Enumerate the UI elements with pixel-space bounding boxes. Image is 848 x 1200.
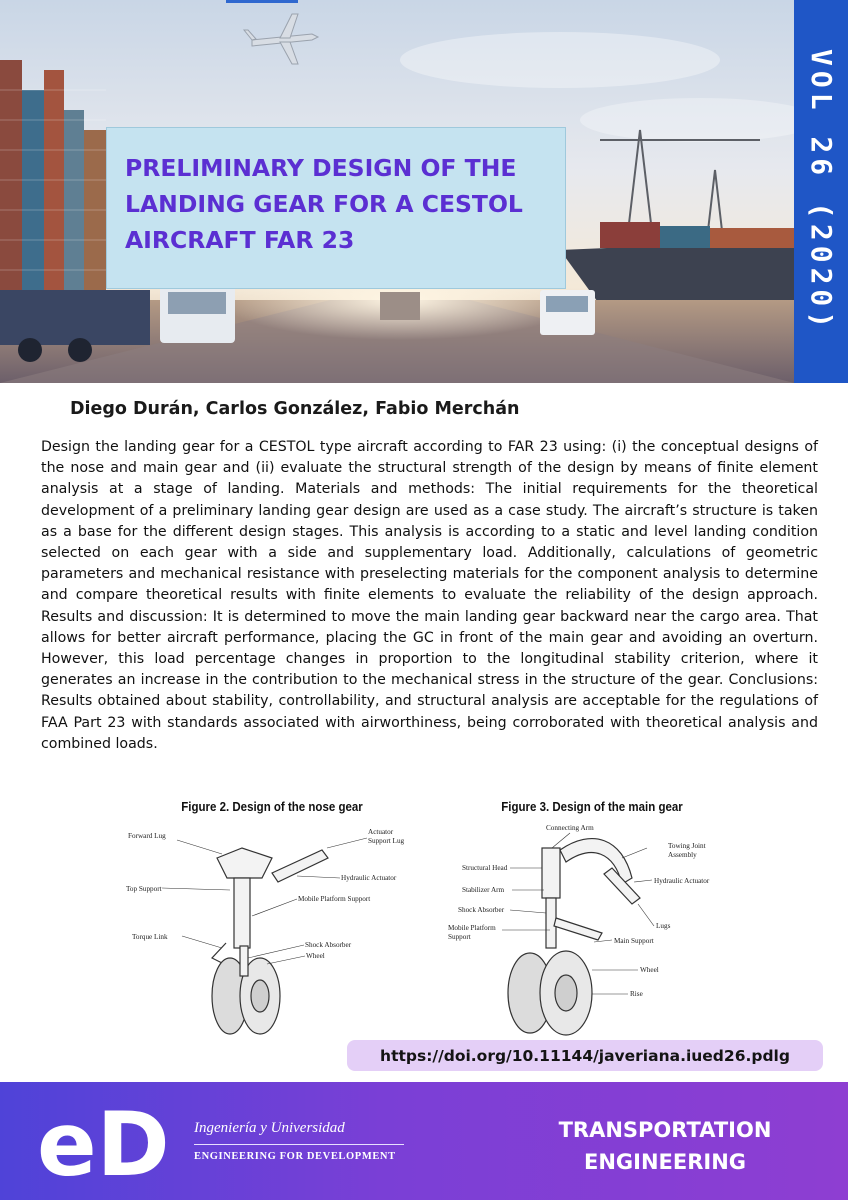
article-title: PRELIMINARY DESIGN OF THE LANDING GEAR FOR A CESTOL AIRCRAFT FAR 23 <box>125 154 523 254</box>
label-mobile-platform-line2: Support <box>448 933 471 941</box>
label-hydraulic-actuator: Hydraulic Actuator <box>341 874 397 882</box>
nose-gear-drawing <box>122 818 422 1036</box>
label-top-support: Top Support <box>126 885 162 893</box>
journal-tagline: ENGINEERING FOR DEVELOPMENT <box>194 1151 396 1162</box>
label-actuator-support-line1: Actuator <box>368 828 394 836</box>
label-actuator-support-line2: Support Lug <box>368 837 405 845</box>
label-forward-lug: Forward Lug <box>128 832 166 840</box>
abstract-text: Design the landing gear for a CESTOL type aircraft according to FAR 23 using: (i) the conceptual designs of the nose and main gear and (ii) evaluate the structural strength of the design by means of finite element analysis at a stage of landing. Materials and methods: The initial requirements for the theoretical development of a preliminary landing gear design are used as a case study. The aircraft’s structure is taken as a base for the different design stages. This analysis is according to a static and level landing condition selected on each gear with a side and supplementary load. Additionally, calculations of geometric parameters and mechanical resistance with preselecting materials for the component analysis to determine and compare theoretical results with finite elements to evaluate the reliability of the design approach. Results and discussion: It is determined to move the main landing gear backward near the cargo area. That allows for better aircraft performance, placing the GC in front of the main gear and avoiding an overturn. However, this load percentage changes in proportion to the longitudinal stability criterion, where it generates an increase in the contribution to the mechanical stress in the structure of the gear. Conclusions: Results obtained about stability, controllability, and structural analysis are acceptable for the regulations of FAA Part 23 with standards associated with airworthiness, being corroborated with theoretical analysis and combined loads. <box>41 439 818 752</box>
journal-logo-icon <box>33 1095 183 1187</box>
figure-main-gear <box>442 800 742 1036</box>
figure-caption: Figure 3. Design of the main gear <box>501 800 683 814</box>
logo-text: eD <box>37 1095 170 1187</box>
label-main-support: Main Support <box>614 937 654 945</box>
label-shock-absorber: Shock Absorber <box>458 906 505 914</box>
hero-accent-bar <box>226 0 298 3</box>
section-name: TRANSPORTATION ENGINEERING <box>558 1118 772 1174</box>
volume-tab <box>794 0 848 383</box>
journal-name: Ingeniería y Universidad <box>194 1120 345 1136</box>
label-stabilizer-arm: Stabilizer Arm <box>462 886 505 894</box>
footer-banner <box>0 1082 848 1200</box>
brand-divider <box>194 1144 404 1145</box>
label-structural-head: Structural Head <box>462 864 508 872</box>
label-towing-joint-line2: Assembly <box>668 851 697 859</box>
title-box <box>106 127 566 289</box>
label-towing-joint-line1: Towing Joint <box>668 842 706 850</box>
label-wheel: Wheel <box>640 966 659 974</box>
author-list: Diego Durán, Carlos González, Fabio Merchán <box>70 399 520 419</box>
hero-banner <box>0 0 794 383</box>
main-gear-drawing <box>442 818 742 1036</box>
label-hydraulic-actuator: Hydraulic Actuator <box>654 877 710 885</box>
label-mobile-platform-line1: Mobile Platform <box>448 924 496 932</box>
label-torque-link: Torque Link <box>132 933 168 941</box>
figure-nose-gear <box>122 800 422 1036</box>
figure-caption: Figure 2. Design of the nose gear <box>181 800 363 814</box>
doi-link[interactable]: https://doi.org/10.11144/javeriana.iued26.pdlg <box>347 1040 823 1071</box>
label-wheel: Wheel <box>306 952 325 960</box>
label-lugs: Lugs <box>656 922 671 930</box>
volume-label: VOL 26 (2020) <box>805 49 838 334</box>
label-rise: Rise <box>630 990 643 998</box>
label-connecting-arm: Connecting Arm <box>546 824 594 832</box>
label-shock-absorber: Shock Absorber <box>305 941 352 949</box>
label-mobile-platform-support: Mobile Platform Support <box>298 895 371 903</box>
